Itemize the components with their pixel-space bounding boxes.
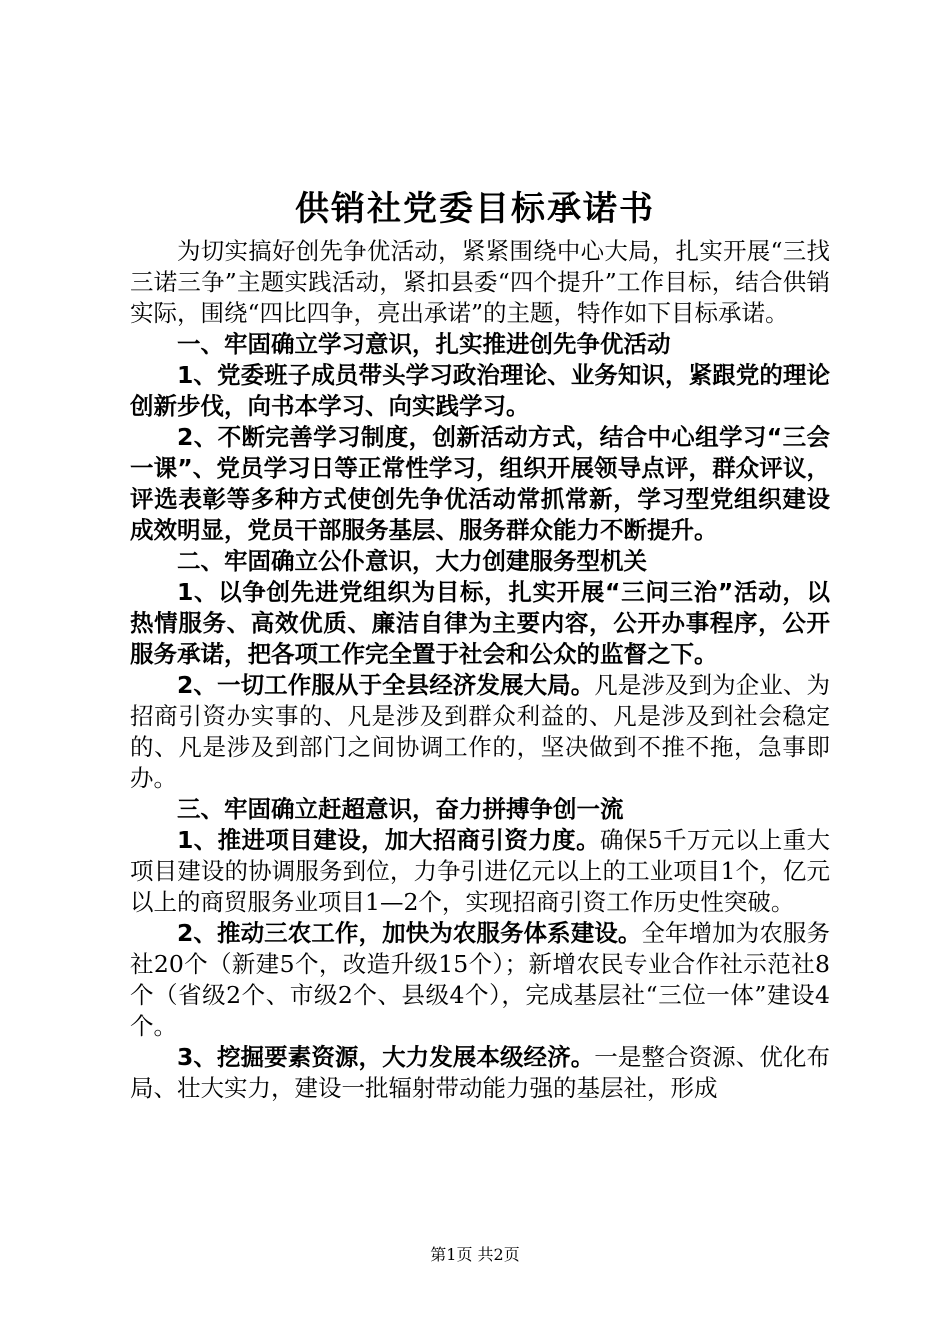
paragraph-lead: 3、挖掘要素资源，大力发展本级经济。 (177, 1043, 595, 1071)
paragraph-text: 1、党委班子成员带头学习政治理论、业务知识，紧跟党的理论创新步伐，向书本学习、向实践学习。 (130, 361, 830, 420)
paragraph-text: 为切实搞好创先争优活动，紧紧围绕中心大局，扎实开展“三找三诺三争”主题实践活动，紧扣县委“四个提升”工作目标，结合供销实际，围绕“四比四争，亮出承诺”的主题，特作如下目标承诺。 (130, 237, 830, 327)
paragraph-text: 确保5千万元以上重大项目建设的协调服务到位，力争引进亿元以上的工业项目1个，亿元以上的商贸服务业项目1—2个，实现招商引资工作历史性突破。 (130, 826, 830, 916)
page-footer: 第1页 共2页 (430, 1245, 520, 1264)
paragraph-lead: 2、一切工作服从于全县经济发展大局。 (177, 671, 595, 699)
heading-text: 二、牢固确立公仆意识，大力创建服务型机关 (177, 547, 647, 575)
heading-text: 一、牢固确立学习意识，扎实推进创先争优活动 (177, 330, 671, 358)
paragraph-1-1 (130, 360, 830, 422)
paragraph-2-2 (130, 670, 830, 794)
paragraph-text: 2、不断完善学习制度，创新活动方式，结合中心组学习“三会一课”、党员学习日等正常性学习，组织开展领导点评，群众评议，评选表彰等多种方式使创先争优活动常抓常新，学习型党组织建设成效明显，党员干部服务基层、服务群众能力不断提升。 (130, 423, 830, 544)
paragraph-text: 凡是涉及到为企业、为招商引资办实事的、凡是涉及到群众利益的、凡是涉及到社会稳定的、凡是涉及到部门之间协调工作的，坚决做到不推不拖，急事即办。 (130, 671, 830, 792)
document-title: 供销社党委目标承诺书 (295, 189, 655, 229)
section-heading-1 (130, 329, 830, 360)
paragraph-3-3 (130, 1042, 830, 1104)
paragraph-intro (130, 236, 830, 329)
paragraph-lead: 1、推进项目建设，加大招商引资力度。 (177, 826, 600, 854)
paragraph-text: 1、以争创先进党组织为目标，扎实开展“三问三治”活动，以热情服务、高效优质、廉洁自律为主要内容，公开办事程序，公开服务承诺，把各项工作完全置于社会和公众的监督之下。 (130, 578, 830, 668)
paragraph-3-2 (130, 918, 830, 1042)
document-body (130, 236, 830, 1104)
paragraph-text: 全年增加为农服务社20个（新建5个，改造升级15个）；新增农民专业合作社示范社8个（省级2个、市级2个、县级4个），完成基层社“三位一体”建设4个。 (130, 919, 830, 1040)
section-heading-2 (130, 546, 830, 577)
paragraph-3-1 (130, 825, 830, 918)
paragraph-text: 一是整合资源、优化布局、壮大实力，建设一批辐射带动能力强的基层社，形成 (130, 1043, 830, 1102)
paragraph-2-1 (130, 577, 830, 670)
heading-text: 三、牢固确立赶超意识，奋力拼搏争创一流 (177, 795, 624, 823)
paragraph-lead: 2、推动三农工作，加快为农服务体系建设。 (177, 919, 642, 947)
section-heading-3 (130, 794, 830, 825)
paragraph-1-2 (130, 422, 830, 546)
